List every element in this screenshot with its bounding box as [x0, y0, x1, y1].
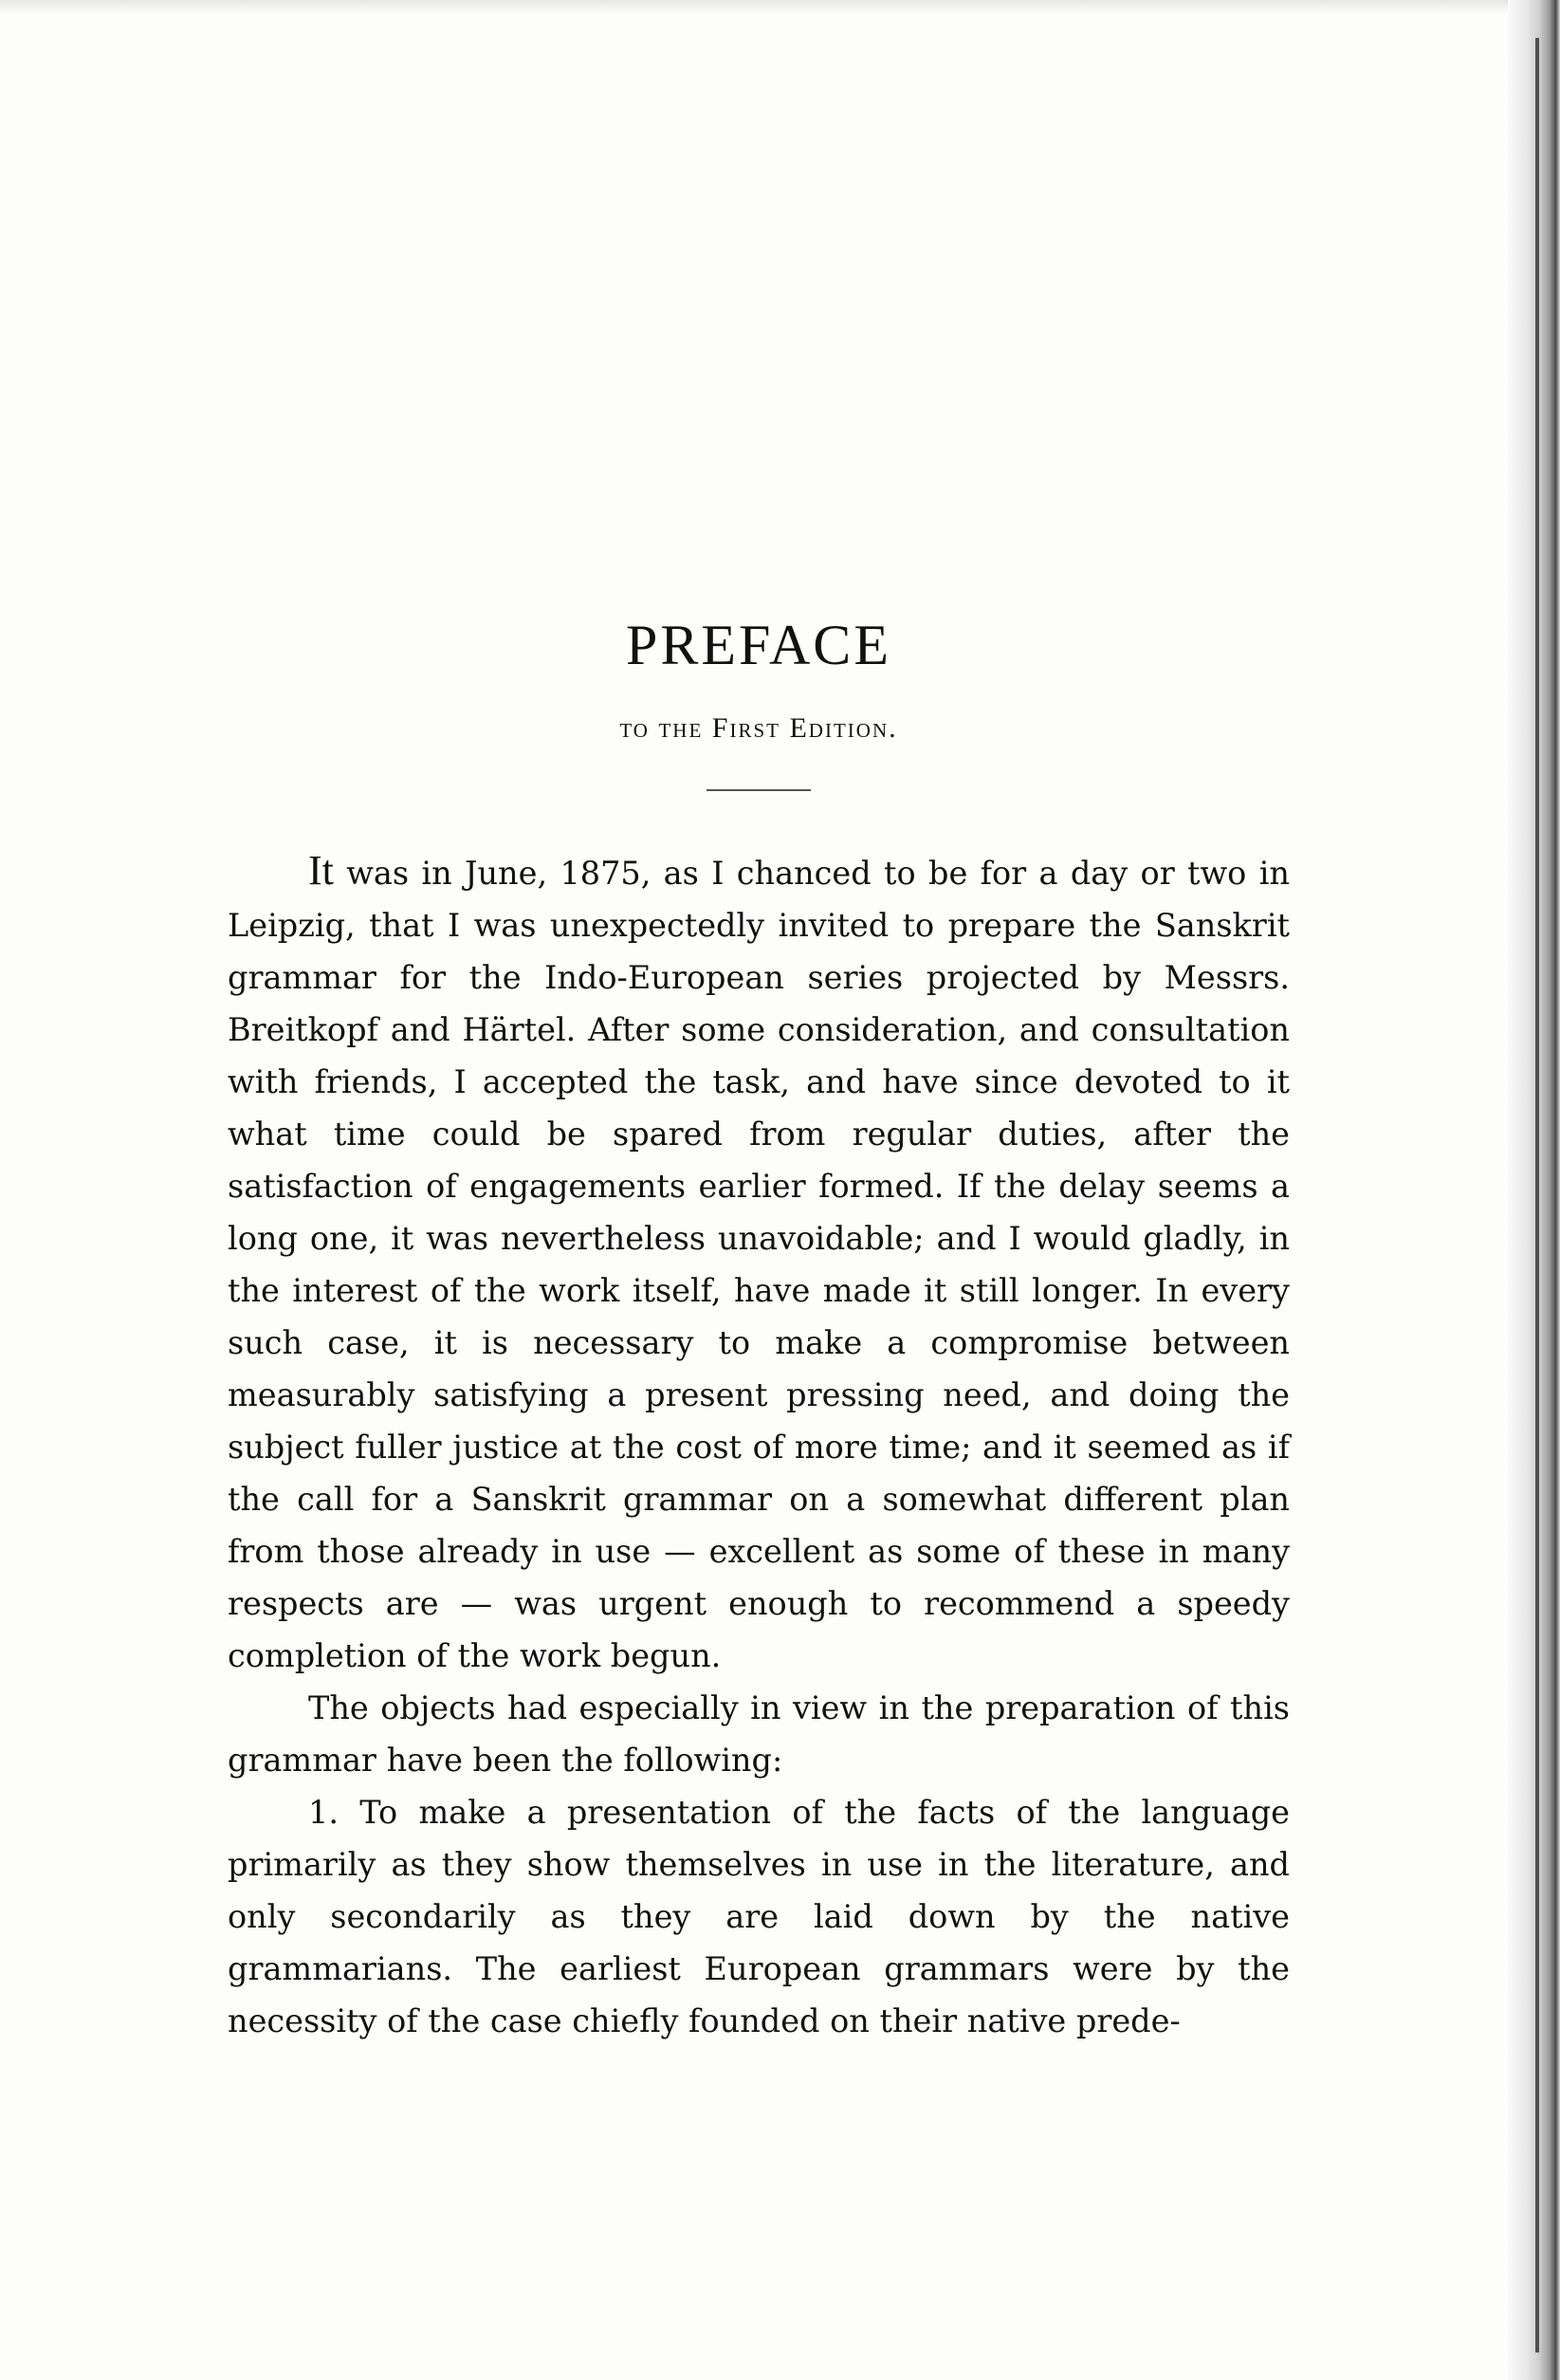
page-top-shadow	[0, 0, 1560, 13]
preface-content	[228, 607, 1290, 2047]
paragraph-1-text: was in June, 1875, as I chanced to be for a day or two in Leipzig, that I was unexpectedly invited to prepare the Sanskrit grammar for the Indo-European series projected by Messrs. Breitkopf and Härtel. After some consideration, and consultation with friends, I accepted the task, and have since devoted to it what time could be spared from regular duties, after the satisfaction of engagements earlier formed. If the delay seems a long one, it was nevertheless unavoidable; and I would gladly, in the interest of the work itself, have made it still longer. In every such case, it is necessary to make a compromise between measurably satisfying a present pressing need, and doing the subject fuller justice at the cost of more time; and it seemed as if the call for a Sanskrit grammar on a somewhat different plan from those already in use — excellent as some of these in many respects are — was urgent enough to recommend a speedy completion of the work begun.	[228, 855, 1290, 1674]
paragraph-1	[228, 844, 1290, 1682]
binding-shadow-line	[1535, 38, 1539, 2352]
paragraph-1-initial: It	[308, 847, 334, 894]
page-subtitle: to the First Edition.	[619, 712, 898, 744]
section-divider	[707, 789, 811, 791]
paragraph-3: 1. To make a presentation of the facts of the language primarily as they show themselves in use in the literature, and only secondarily as they are laid down by the native grammarians. The earliest European grammars were by the necessity of the case chiefly founded on their native prede-	[228, 1794, 1290, 2039]
page-binding-edge	[1508, 0, 1560, 2380]
paragraph-2: The objects had especially in view in the preparation of this grammar have been the following:	[228, 1689, 1290, 1779]
preface-body	[228, 844, 1290, 2047]
page-title: PREFACE	[626, 614, 891, 676]
